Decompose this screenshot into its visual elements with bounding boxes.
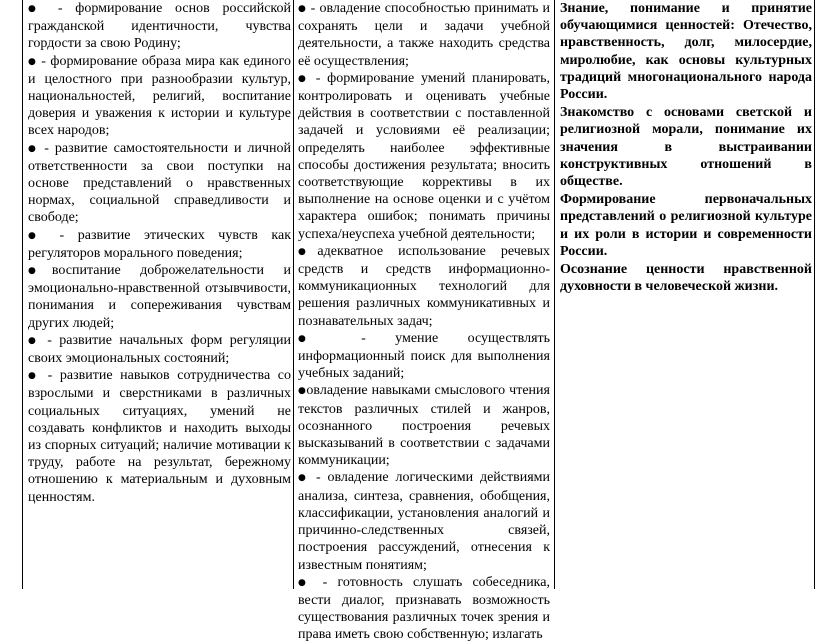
list-item: ●адекватное использование речевых средств и средств информационно-коммуникационных технологий для решения различных коммуникативных и познавательных задач; xyxy=(298,243,550,329)
bullet-icon: ● xyxy=(298,333,332,344)
list-item: ● - умение осуществлять информационный поиск для выполнения учебных заданий; xyxy=(298,330,551,382)
list-item: ● - овладение способностью принимать и сохранять цели и задачи учебной деятельности, а также находить средства её осуществления; xyxy=(298,1,551,69)
list-item: ● - формирование основ российской гражданской идентичности, чувства гордости за свою Родину; xyxy=(28,1,291,52)
bullet-icon: ● xyxy=(28,230,46,241)
metasubject-results-column xyxy=(298,0,551,643)
list-item: ● - развитие этических чувств как регуляторов морального поведения; xyxy=(28,227,291,261)
bullet-icon: ● xyxy=(28,56,37,67)
table-border-left xyxy=(22,0,23,589)
paragraph: Осознание ценности нравственной духовности в человеческой жизни. xyxy=(560,262,812,295)
table-border-col1-col2 xyxy=(293,0,294,589)
list-item: ● - формирование умений планировать, контролировать и оценивать учебные действия в соответствии с поставленной задачей и условиями её реализации; определять наиболее эффективные способы достижения результата; вносить соответствующие коррективы в их выполнение на основе оценки и с учётом характера ошибок; понимать причины успеха/неуспеха учебной деятельности; xyxy=(298,70,550,242)
bullet-icon: ● xyxy=(298,4,307,14)
list-item: ● - развитие начальных форм регуляции своих эмоциональных состояний; xyxy=(28,332,292,367)
bullet-icon: ● xyxy=(298,246,318,257)
paragraph: Знание, понимание и принятие обучающимися ценностей: Отечество, нравственность, долг, милосердие, миролюбие, как основы культурных традиций многонационального народа России. xyxy=(560,1,812,103)
list-item: ● - формирование образа мира как единого и целостного при разнообразии культур, национальностей, религий, воспитание доверия и уважения к истории и культуре всех народов; xyxy=(28,53,292,139)
bullet-icon: ● xyxy=(28,266,52,277)
list-item: ● - готовность слушать собеседника, вести диалог, признавать возможность существования различных точек зрения и права иметь свою собственную; излагать xyxy=(298,574,550,643)
personal-results-column xyxy=(28,0,291,589)
bullet-icon: ● xyxy=(298,473,310,484)
subject-results-column xyxy=(560,0,812,589)
bullet-icon: ● xyxy=(298,73,310,84)
bullet-icon: ● xyxy=(298,386,307,397)
bullet-icon: ● xyxy=(28,335,40,346)
paragraph: Формирование первоначальных представлений о религиозной культуре и их роли в истории и современности России. xyxy=(560,192,812,259)
list-item: ● - развитие навыков сотрудничества со взрослыми и сверстниками в различных социальных ситуациях, умений не создавать конфликтов и находить выходы из спорных ситуаций; наличие мотивации к труду, работе на результат, бережному отношению к материальным и духовным ценностям. xyxy=(28,368,292,505)
paragraph: Знакомство с основами светской и религиозной морали, понимание их значения в выстраивании конструктивных отношений в обществе. xyxy=(560,105,812,190)
bullet-icon: ● xyxy=(28,143,39,154)
list-item: ●овладение навыками смыслового чтения текстов различных стилей и жанров, осознанного построения речевых высказываний в соответствии с задачами коммуникации; xyxy=(298,383,550,469)
table-border-col2-col3 xyxy=(554,0,555,589)
bullet-icon: ● xyxy=(28,4,46,14)
bullet-icon: ● xyxy=(298,577,313,588)
bullet-icon: ● xyxy=(28,371,40,382)
list-item: ●воспитание доброжелательности и эмоционально-нравственной отзывчивости, понимания и сопереживания чувствам других людей; xyxy=(28,263,292,331)
list-item: ● - развитие самостоятельности и личной ответственности за свои поступки на основе представлений о нравственных нормах, социальной справедливости и свободе; xyxy=(28,140,291,226)
list-item: ● - овладение логическими действиями анализа, синтеза, сравнения, обобщения, классификации, установления аналогий и причинно-следственных связей, построения рассуждений, отнесения к известным понятиям; xyxy=(298,470,551,573)
table-border-col3-right xyxy=(814,0,815,589)
